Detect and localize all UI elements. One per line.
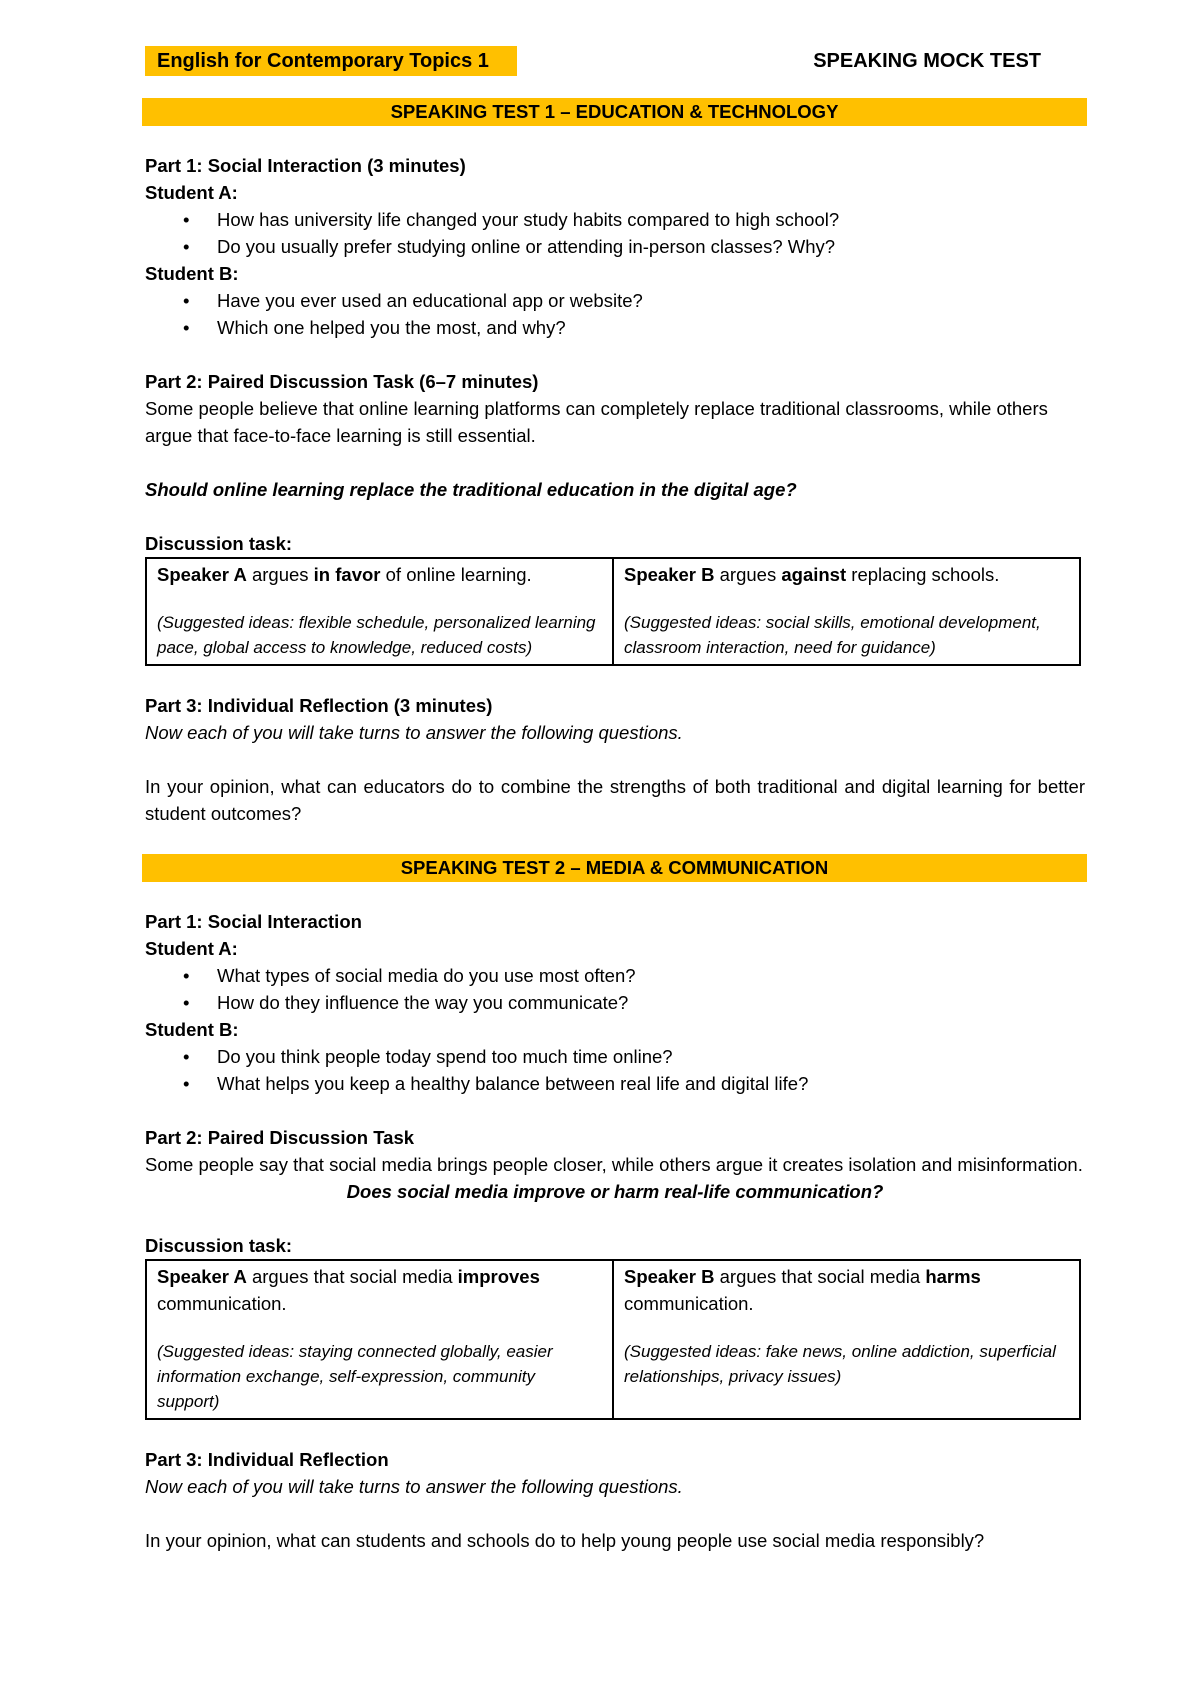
discussion-question: Should online learning replace the traditional education in the digital age? <box>145 479 797 500</box>
student-b-label: Student B: <box>145 1019 239 1040</box>
student-a-questions <box>145 962 1085 1016</box>
part-intro: Some people believe that online learning platforms can completely replace traditional classrooms, while others argue that face-to-face learning is still essential. <box>145 398 1048 446</box>
list-item: • What helps you keep a healthy balance between real life and digital life? <box>145 1070 1085 1097</box>
part-heading: Part 1: Social Interaction <box>145 911 362 932</box>
speaker-a-text-end: of online learning. <box>380 564 532 585</box>
speaker-b-stance: harms <box>925 1266 981 1287</box>
speaker-b-text: argues <box>714 564 782 585</box>
speaker-a-text: argues <box>246 564 314 585</box>
speaker-a-stance: in favor <box>313 564 381 585</box>
part-instruction: Now each of you will take turns to answer the following questions. <box>145 722 683 743</box>
speaker-b-ideas: (Suggested ideas: fake news, online addiction, superficial relationships, privacy issues) <box>624 1342 1056 1386</box>
part-intro: Some people say that social media brings people closer, while others argue it creates isolation and misinformation. <box>145 1154 1083 1175</box>
speaker-a-cell <box>146 558 613 665</box>
speaker-b-cell <box>613 558 1080 665</box>
document-page <box>145 44 1085 1554</box>
discussion-table <box>145 1259 1081 1420</box>
speaker-b-text-end: replacing schools. <box>846 564 1000 585</box>
discussion-task-label: Discussion task: <box>145 1235 293 1256</box>
list-item: • How do they influence the way you communicate? <box>145 989 1085 1016</box>
test-1-part-1 <box>145 152 1085 341</box>
document-header <box>145 44 1085 80</box>
speaker-a-name: Speaker A <box>157 564 247 585</box>
student-b-questions <box>145 1043 1085 1097</box>
list-item: • How has university life changed your study habits compared to high school? <box>145 206 1085 233</box>
part-instruction: Now each of you will take turns to answer the following questions. <box>145 1476 683 1497</box>
student-a-label: Student A: <box>145 182 238 203</box>
test-2-part-2 <box>145 1124 1085 1420</box>
speaker-b-text: argues that social media <box>714 1266 926 1287</box>
speaker-a-ideas: (Suggested ideas: flexible schedule, personalized learning pace, global access to knowledge, reduced costs) <box>157 613 596 657</box>
speaker-b-cell <box>613 1260 1080 1419</box>
test-2-part-3 <box>145 1446 1085 1554</box>
discussion-question: Does social media improve or harm real-life communication? <box>346 1181 884 1202</box>
test-1-title: SPEAKING TEST 1 – EDUCATION & TECHNOLOGY <box>142 98 1087 126</box>
list-item: • Have you ever used an educational app or website? <box>145 287 1085 314</box>
speaker-b-name: Speaker B <box>624 1266 715 1287</box>
part-heading: Part 1: Social Interaction (3 minutes) <box>145 155 466 176</box>
speaker-b-stance: against <box>781 564 847 585</box>
list-item: • Do you think people today spend too much time online? <box>145 1043 1085 1070</box>
discussion-table <box>145 557 1081 666</box>
test-1-part-3 <box>145 692 1085 827</box>
speaker-a-text-end: communication. <box>157 1293 287 1314</box>
student-b-questions <box>145 287 1085 341</box>
speaker-a-stance: improves <box>457 1266 540 1287</box>
list-item: • Which one helped you the most, and why? <box>145 314 1085 341</box>
test-1-part-2 <box>145 368 1085 666</box>
test-2-title: SPEAKING TEST 2 – MEDIA & COMMUNICATION <box>142 854 1087 882</box>
part-heading: Part 3: Individual Reflection (3 minutes) <box>145 695 493 716</box>
part-heading: Part 2: Paired Discussion Task (6–7 minutes) <box>145 371 539 392</box>
part-heading: Part 2: Paired Discussion Task <box>145 1127 415 1148</box>
list-item: • What types of social media do you use most often? <box>145 962 1085 989</box>
speaker-b-text-end: communication. <box>624 1293 754 1314</box>
list-item: • Do you usually prefer studying online or attending in-person classes? Why? <box>145 233 1085 260</box>
student-b-label: Student B: <box>145 263 239 284</box>
test-2-part-1 <box>145 908 1085 1097</box>
course-title: English for Contemporary Topics 1 <box>145 46 517 76</box>
student-a-label: Student A: <box>145 938 238 959</box>
reflection-question: In your opinion, what can educators do to combine the strengths of both traditional and digital learning for better student outcomes? <box>145 776 1085 824</box>
speaker-a-text: argues that social media <box>246 1266 458 1287</box>
speaker-a-ideas: (Suggested ideas: staying connected globally, easier information exchange, self-expression, community support) <box>157 1342 553 1411</box>
speaker-a-name: Speaker A <box>157 1266 247 1287</box>
student-a-questions <box>145 206 1085 260</box>
discussion-task-label: Discussion task: <box>145 533 293 554</box>
part-heading: Part 3: Individual Reflection <box>145 1449 389 1470</box>
test-type-title: SPEAKING MOCK TEST <box>813 50 1041 72</box>
speaker-b-ideas: (Suggested ideas: social skills, emotional development, classroom interaction, need for guidance) <box>624 613 1041 657</box>
reflection-question: In your opinion, what can students and schools do to help young people use social media responsibly? <box>145 1530 985 1551</box>
speaker-a-cell <box>146 1260 613 1419</box>
speaker-b-name: Speaker B <box>624 564 715 585</box>
